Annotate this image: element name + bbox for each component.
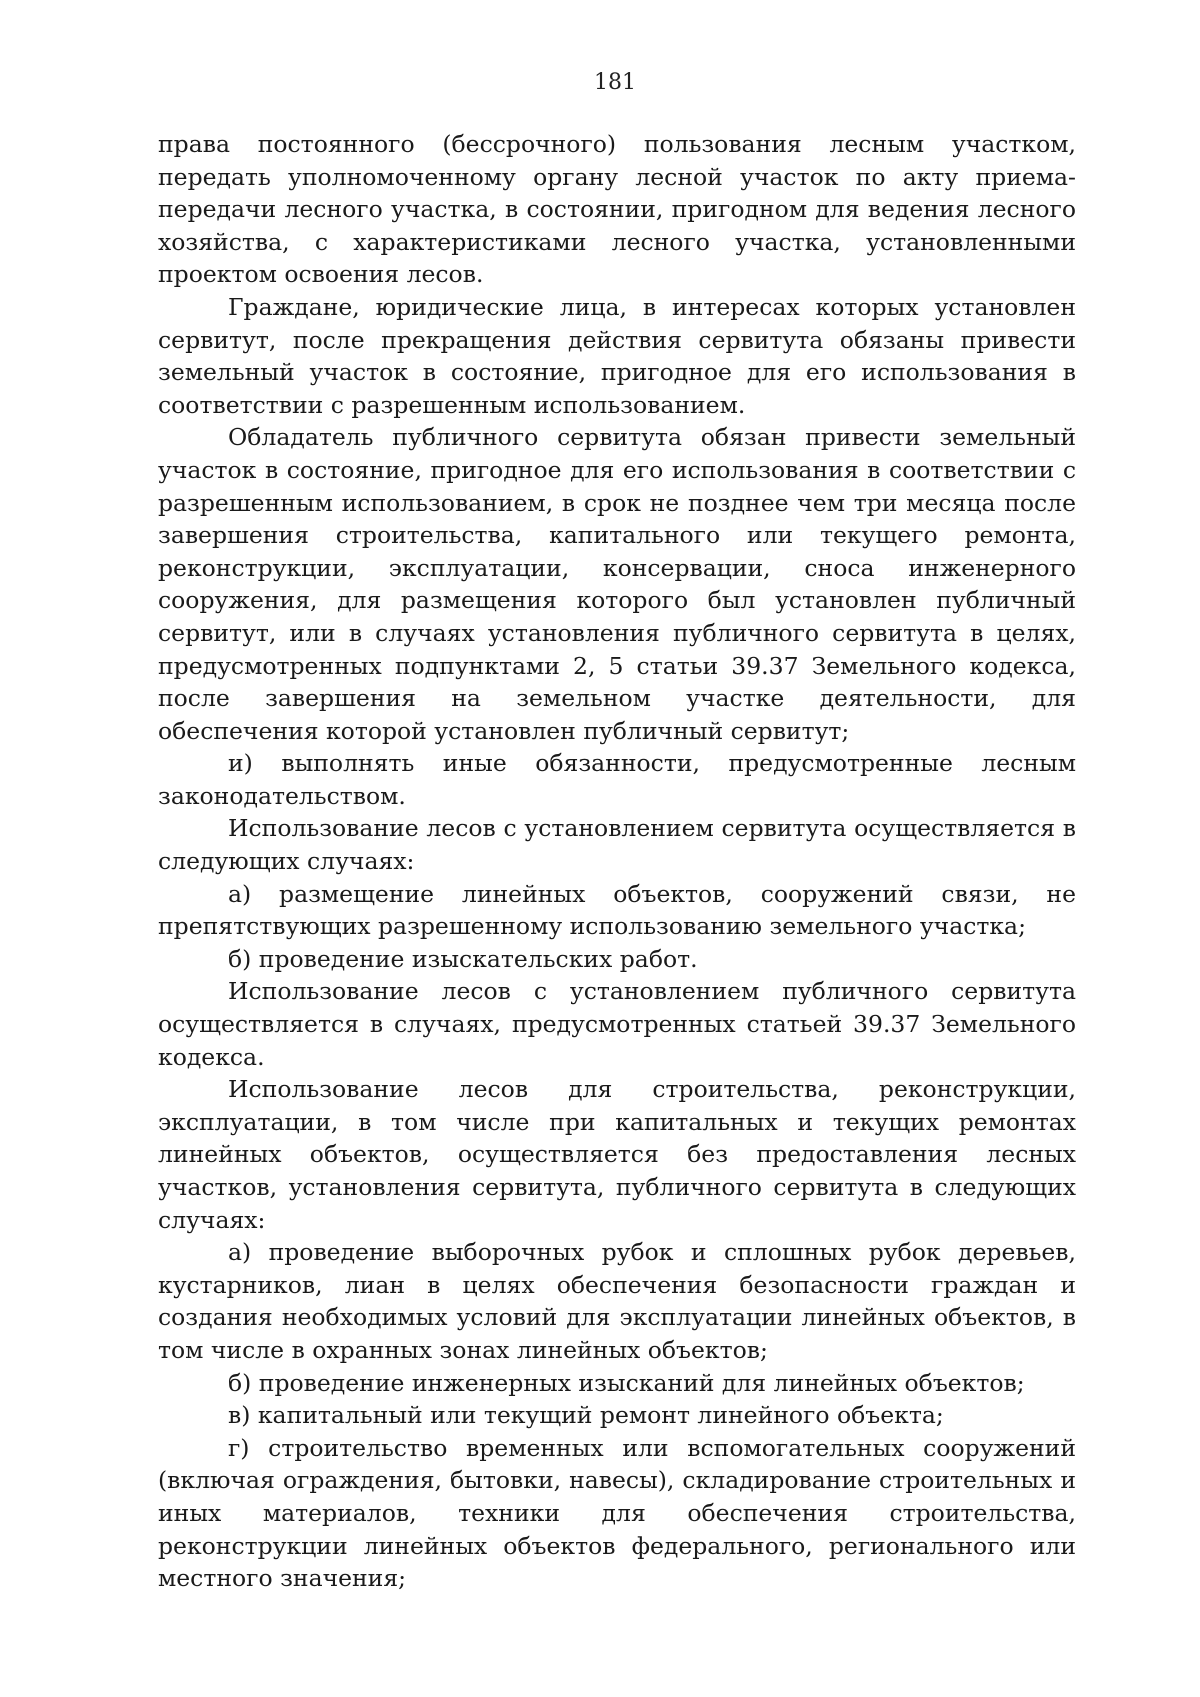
list-item-a: а) размещение линейных объектов, сооружений связи, не препятствующих разрешенному использованию земельного участка; (158, 879, 1076, 941)
paragraph: Обладатель публичного сервитута обязан привести земельный участок в состояние, пригодное для его использования в соответствии с разрешенным использованием, в срок не позднее чем три месяца после завершения строительства, капитального или текущего ремонта, реконструкции, эксплуатации, консервации, сноса инженерного сооружения, для размещения которого был установлен публичный сервитут, или в случаях установления публичного сервитута в целях, предусмотренных подпунктами 2, 5 статьи 39.37 Земельного кодекса, после завершения на земельном участке деятельности, для обеспечения которой установлен публичный сервитут; (158, 423, 1076, 745)
document-body (158, 128, 1076, 1595)
paragraph: Использование лесов для строительства, реконструкции, эксплуатации, в том числе при капитальных и текущих ремонтах линейных объектов, осуществляется без предоставления лесных участков, установления сервитута, публичного сервитута в следующих случаях: (158, 1075, 1076, 1234)
paragraph: Граждане, юридические лица, в интересах которых установлен сервитут, после прекращения действия сервитута обязаны привести земельный участок в состояние, пригодное для его использования в соответствии с разрешенным использованием. (158, 292, 1076, 419)
page-number: 181 (594, 70, 636, 95)
list-item-a: а) проведение выборочных рубок и сплошных рубок деревьев, кустарников, лиан в целях обеспечения безопасности граждан и создания необходимых условий для эксплуатации линейных объектов, в том числе в охранных зонах линейных объектов; (158, 1238, 1076, 1364)
list-item-g: г) строительство временных или вспомогательных сооружений (включая ограждения, бытовки, навесы), складирование строительных и иных материалов, техники для обеспечения строительства, реконструкции линейных объектов федерального, регионального или местного значения; (158, 1433, 1076, 1593)
list-item-v: в) капитальный или текущий ремонт линейного объекта; (228, 1401, 944, 1430)
paragraph: Использование лесов с установлением публичного сервитута осуществляется в случаях, предусмотренных статьей 39.37 Земельного кодекса. (158, 977, 1076, 1071)
list-item-b: б) проведение инженерных изысканий для линейных объектов; (228, 1368, 1025, 1397)
list-item-b: б) проведение изыскательских работ. (228, 944, 698, 973)
paragraph: Использование лесов с установлением сервитута осуществляется в следующих случаях: (158, 814, 1076, 876)
paragraph-continuation: права постоянного (бессрочного) пользования лесным участком, передать уполномоченному органу лесной участок по акту приема-передачи лесного участка, в состоянии, пригодном для ведения лесного хозяйства, с характеристиками лесного участка, установленными проектом освоения лесов. (158, 130, 1076, 289)
list-item-i: и) выполнять иные обязанности, предусмотренные лесным законодательством. (158, 749, 1076, 810)
